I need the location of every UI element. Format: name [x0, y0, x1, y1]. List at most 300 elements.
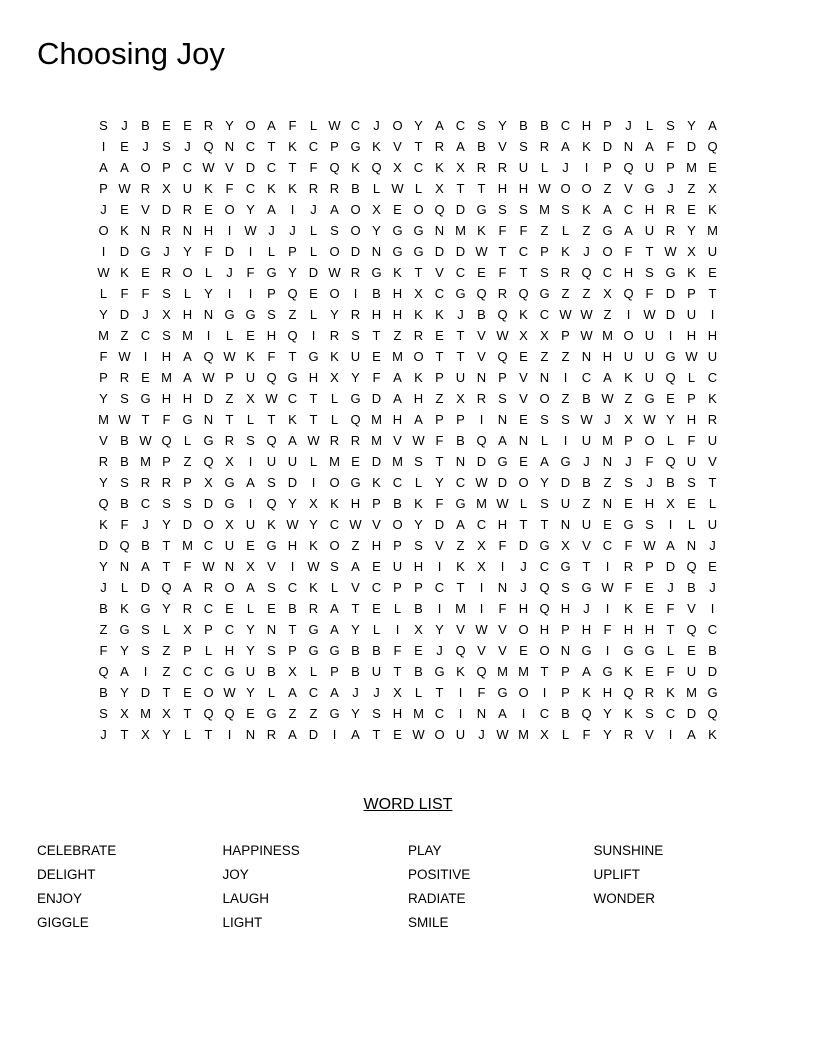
grid-letter: X	[225, 517, 234, 532]
grid-letter: X	[708, 181, 717, 196]
grid-letter: C	[560, 118, 571, 133]
grid-letter: K	[330, 496, 339, 511]
grid-letter: L	[330, 412, 339, 427]
grid-letter: H	[623, 622, 634, 637]
grid-letter: I	[563, 370, 568, 385]
grid-letter: C	[707, 370, 718, 385]
grid-letter: B	[99, 685, 108, 700]
grid-letter: U	[350, 349, 361, 364]
grid-letter: G	[434, 664, 445, 679]
grid-letter: K	[624, 370, 633, 385]
grid-letter: Y	[246, 685, 255, 700]
grid-letter: K	[288, 412, 297, 427]
grid-letter: L	[204, 265, 213, 280]
grid-letter: Q	[623, 160, 634, 175]
grid-letter: A	[330, 202, 339, 217]
grid-letter: Z	[561, 391, 570, 406]
grid-letter: P	[687, 286, 696, 301]
grid-letter: K	[372, 475, 381, 490]
grid-letter: M	[686, 160, 697, 175]
grid-letter: T	[414, 265, 423, 280]
grid-letter: T	[708, 286, 717, 301]
grid-letter: O	[98, 223, 109, 238]
grid-letter: C	[308, 685, 319, 700]
grid-letter: J	[142, 307, 149, 322]
grid-letter: V	[351, 580, 360, 595]
grid-letter: E	[393, 727, 402, 742]
grid-letter: W	[328, 265, 341, 280]
grid-letter: S	[645, 706, 654, 721]
grid-letter: U	[623, 349, 634, 364]
grid-letter: E	[687, 643, 696, 658]
grid-letter: J	[646, 475, 653, 490]
grid-letter: K	[708, 727, 717, 742]
grid-letter: W	[496, 727, 509, 742]
grid-letter: W	[538, 181, 551, 196]
grid-letter: S	[519, 139, 528, 154]
grid-letter: K	[204, 181, 213, 196]
grid-letter: R	[350, 307, 361, 322]
grid-letter: A	[393, 391, 402, 406]
grid-letter: T	[456, 328, 465, 343]
grid-letter: L	[372, 181, 381, 196]
grid-letter: W	[580, 412, 593, 427]
grid-letter: Z	[582, 496, 591, 511]
grid-letter: I	[311, 475, 316, 490]
grid-letter: O	[560, 181, 571, 196]
grid-letter: H	[707, 328, 718, 343]
grid-letter: N	[203, 307, 214, 322]
grid-letter: H	[623, 265, 634, 280]
grid-letter: N	[182, 223, 193, 238]
grid-letter: L	[414, 181, 423, 196]
grid-letter: C	[392, 475, 403, 490]
grid-letter: O	[623, 328, 634, 343]
grid-letter: R	[98, 454, 109, 469]
grid-letter: V	[477, 328, 486, 343]
grid-letter: E	[246, 706, 255, 721]
grid-letter: C	[287, 580, 298, 595]
grid-letter: J	[163, 244, 170, 259]
grid-letter: Y	[120, 685, 129, 700]
grid-letter: B	[414, 664, 423, 679]
grid-letter: K	[435, 160, 444, 175]
grid-letter: U	[686, 664, 697, 679]
grid-letter: D	[371, 454, 382, 469]
grid-letter: R	[476, 160, 487, 175]
grid-letter: A	[540, 454, 549, 469]
grid-letter: I	[248, 244, 253, 259]
grid-letter: V	[393, 433, 402, 448]
grid-letter: N	[476, 706, 487, 721]
grid-letter: N	[497, 580, 508, 595]
grid-letter: Y	[288, 496, 297, 511]
grid-letter: D	[686, 139, 697, 154]
grid-letter: T	[309, 412, 318, 427]
grid-letter: L	[393, 601, 402, 616]
grid-letter: C	[413, 160, 424, 175]
grid-letter: Z	[540, 349, 549, 364]
grid-letter: L	[267, 244, 276, 259]
grid-letter: B	[666, 475, 675, 490]
grid-letter: Y	[99, 307, 108, 322]
grid-letter: N	[371, 244, 382, 259]
grid-letter: D	[119, 307, 130, 322]
grid-letter: S	[477, 118, 486, 133]
grid-letter: C	[707, 622, 718, 637]
word-list	[37, 843, 781, 939]
grid-letter: J	[625, 454, 632, 469]
grid-letter: X	[246, 391, 255, 406]
grid-letter: E	[162, 118, 171, 133]
grid-letter: H	[602, 685, 613, 700]
grid-letter: O	[350, 202, 361, 217]
grid-letter: Q	[476, 286, 487, 301]
grid-letter: U	[224, 538, 235, 553]
grid-letter: P	[561, 685, 570, 700]
grid-letter: E	[141, 265, 150, 280]
grid-letter: M	[518, 727, 529, 742]
grid-letter: K	[456, 559, 465, 574]
grid-letter: W	[328, 118, 341, 133]
grid-letter: W	[286, 517, 299, 532]
grid-letter: H	[182, 391, 193, 406]
grid-letter: C	[203, 664, 214, 679]
grid-letter: R	[707, 412, 718, 427]
grid-letter: W	[223, 349, 236, 364]
grid-letter: H	[539, 622, 550, 637]
grid-letter: V	[141, 202, 150, 217]
grid-letter: I	[605, 601, 610, 616]
grid-letter: Y	[351, 370, 360, 385]
grid-letter: C	[455, 475, 466, 490]
grid-letter: V	[99, 433, 108, 448]
grid-letter: R	[665, 202, 676, 217]
grid-letter: Z	[561, 286, 570, 301]
grid-letter: R	[266, 727, 277, 742]
grid-letter: C	[602, 538, 613, 553]
grid-letter: G	[224, 664, 235, 679]
grid-letter: Z	[582, 223, 591, 238]
grid-letter: U	[392, 559, 403, 574]
grid-letter: X	[204, 475, 213, 490]
grid-letter: M	[602, 433, 613, 448]
grid-letter: N	[539, 370, 550, 385]
grid-letter: T	[456, 580, 465, 595]
grid-letter: U	[371, 664, 382, 679]
grid-letter: O	[518, 622, 529, 637]
grid-letter: L	[561, 223, 570, 238]
grid-letter: F	[498, 601, 507, 616]
grid-letter: K	[309, 538, 318, 553]
grid-letter: Y	[687, 118, 696, 133]
grid-letter: X	[414, 622, 423, 637]
grid-letter: C	[665, 706, 676, 721]
grid-letter: H	[392, 412, 403, 427]
grid-letter: G	[644, 181, 655, 196]
grid-letter: M	[182, 328, 193, 343]
grid-letter: G	[707, 685, 718, 700]
grid-letter: H	[518, 601, 529, 616]
grid-letter: T	[162, 685, 171, 700]
grid-letter: U	[644, 370, 655, 385]
grid-letter: E	[372, 601, 381, 616]
grid-letter: K	[372, 139, 381, 154]
grid-letter: H	[392, 307, 403, 322]
grid-letter: A	[456, 517, 465, 532]
grid-letter: A	[99, 160, 108, 175]
grid-letter: U	[581, 517, 592, 532]
grid-letter: H	[266, 328, 277, 343]
grid-letter: A	[414, 412, 423, 427]
grid-letter: X	[372, 202, 381, 217]
grid-letter: X	[666, 496, 675, 511]
grid-letter: A	[603, 202, 612, 217]
grid-letter: O	[245, 118, 256, 133]
grid-letter: X	[162, 706, 171, 721]
grid-letter: J	[100, 202, 107, 217]
grid-letter: C	[182, 160, 193, 175]
grid-letter: L	[120, 580, 129, 595]
grid-letter: H	[350, 496, 361, 511]
grid-letter: X	[435, 181, 444, 196]
grid-letter: W	[601, 391, 614, 406]
grid-letter: U	[581, 433, 592, 448]
grid-letter: K	[582, 202, 591, 217]
grid-letter: E	[246, 328, 255, 343]
grid-letter: Q	[350, 412, 361, 427]
grid-letter: U	[686, 307, 697, 322]
grid-letter: E	[120, 139, 129, 154]
grid-letter: N	[140, 223, 151, 238]
grid-letter: N	[602, 496, 613, 511]
grid-letter: L	[540, 433, 549, 448]
grid-letter: X	[183, 622, 192, 637]
grid-letter: W	[202, 370, 215, 385]
grid-letter: M	[455, 601, 466, 616]
grid-letter: P	[414, 580, 423, 595]
grid-letter: I	[227, 223, 232, 238]
grid-letter: D	[287, 475, 298, 490]
grid-letter: E	[477, 265, 486, 280]
grid-letter: M	[455, 223, 466, 238]
grid-letter: S	[540, 265, 549, 280]
grid-letter: Y	[99, 559, 108, 574]
grid-letter: W	[265, 391, 278, 406]
grid-letter: I	[206, 328, 211, 343]
grid-letter: Z	[351, 538, 360, 553]
grid-letter: E	[372, 349, 381, 364]
grid-letter: L	[183, 286, 192, 301]
grid-letter: F	[435, 496, 444, 511]
grid-letter: S	[561, 202, 570, 217]
word-list-item: POSITIVE	[408, 867, 471, 882]
grid-letter: T	[519, 517, 528, 532]
grid-letter: R	[350, 265, 361, 280]
grid-letter: H	[413, 391, 424, 406]
grid-letter: W	[307, 559, 320, 574]
grid-letter: P	[288, 244, 297, 259]
grid-letter: B	[519, 118, 528, 133]
grid-letter: P	[687, 391, 696, 406]
grid-letter: J	[604, 412, 611, 427]
grid-letter: J	[100, 580, 107, 595]
grid-letter: F	[666, 139, 675, 154]
grid-letter: T	[435, 685, 444, 700]
grid-letter: S	[99, 706, 108, 721]
grid-letter: A	[330, 601, 339, 616]
grid-letter: F	[393, 643, 402, 658]
word-list-item: HAPPINESS	[222, 843, 300, 858]
word-list-item: LIGHT	[222, 915, 263, 930]
grid-letter: N	[434, 223, 445, 238]
grid-letter: R	[161, 223, 172, 238]
grid-letter: Y	[309, 517, 318, 532]
grid-letter: F	[372, 370, 381, 385]
grid-letter: O	[224, 202, 235, 217]
grid-letter: R	[140, 181, 151, 196]
grid-letter: I	[521, 706, 526, 721]
grid-letter: X	[141, 727, 150, 742]
grid-letter: F	[120, 286, 129, 301]
grid-letter: V	[498, 643, 507, 658]
grid-letter: E	[519, 643, 528, 658]
grid-letter: Z	[540, 223, 549, 238]
grid-letter: A	[120, 160, 129, 175]
grid-letter: Y	[99, 475, 108, 490]
grid-letter: C	[140, 328, 151, 343]
grid-letter: R	[539, 139, 550, 154]
grid-letter: B	[582, 475, 591, 490]
grid-letter: E	[414, 643, 423, 658]
grid-letter: O	[329, 244, 340, 259]
grid-letter: L	[309, 664, 318, 679]
grid-letter: K	[687, 265, 696, 280]
grid-letter: W	[643, 307, 656, 322]
grid-letter: Z	[288, 706, 297, 721]
grid-letter: X	[393, 685, 402, 700]
grid-letter: C	[182, 664, 193, 679]
grid-letter: Y	[414, 118, 423, 133]
grid-letter: R	[161, 475, 172, 490]
grid-letter: T	[456, 181, 465, 196]
grid-letter: G	[476, 202, 487, 217]
grid-letter: H	[497, 181, 508, 196]
grid-letter: W	[664, 244, 677, 259]
grid-letter: L	[561, 727, 570, 742]
grid-letter: V	[372, 517, 381, 532]
grid-letter: S	[99, 118, 108, 133]
grid-letter: P	[645, 559, 654, 574]
grid-letter: W	[496, 328, 509, 343]
grid-letter: K	[708, 202, 717, 217]
grid-letter: P	[267, 286, 276, 301]
grid-letter: O	[539, 643, 550, 658]
grid-letter: U	[182, 181, 193, 196]
grid-letter: D	[371, 391, 382, 406]
grid-letter: A	[141, 559, 150, 574]
grid-letter: I	[479, 601, 484, 616]
grid-letter: S	[645, 265, 654, 280]
grid-letter: X	[120, 706, 129, 721]
grid-letter: U	[644, 160, 655, 175]
grid-letter: F	[519, 223, 528, 238]
grid-letter: M	[392, 349, 403, 364]
grid-letter: U	[455, 370, 466, 385]
grid-letter: Z	[99, 622, 108, 637]
grid-letter: D	[245, 160, 256, 175]
grid-letter: I	[710, 307, 715, 322]
grid-letter: K	[288, 181, 297, 196]
grid-letter: D	[665, 559, 676, 574]
grid-letter: Q	[455, 643, 466, 658]
grid-letter: M	[182, 538, 193, 553]
word-list-item: JOY	[222, 867, 249, 882]
grid-letter: S	[330, 559, 339, 574]
grid-letter: D	[140, 580, 151, 595]
grid-letter: P	[666, 160, 675, 175]
grid-letter: G	[392, 244, 403, 259]
grid-letter: Q	[287, 286, 298, 301]
grid-letter: U	[644, 349, 655, 364]
grid-letter: I	[332, 727, 337, 742]
grid-letter: O	[644, 433, 655, 448]
grid-letter: Q	[203, 706, 214, 721]
grid-letter: V	[687, 601, 696, 616]
grid-letter: S	[141, 622, 150, 637]
grid-letter: L	[666, 643, 675, 658]
grid-letter: O	[539, 391, 550, 406]
grid-letter: F	[246, 265, 255, 280]
grid-letter: Y	[183, 244, 192, 259]
grid-letter: G	[350, 391, 361, 406]
grid-letter: R	[329, 433, 340, 448]
grid-letter: F	[666, 601, 675, 616]
grid-letter: G	[602, 223, 613, 238]
grid-letter: Y	[204, 286, 213, 301]
grid-letter: Z	[624, 391, 633, 406]
grid-letter: T	[540, 664, 549, 679]
grid-letter: T	[414, 139, 423, 154]
grid-letter: B	[561, 706, 570, 721]
grid-letter: T	[372, 328, 381, 343]
grid-letter: S	[624, 475, 633, 490]
grid-letter: J	[100, 727, 107, 742]
grid-letter: H	[224, 643, 235, 658]
grid-letter: S	[267, 307, 276, 322]
grid-letter: A	[708, 118, 717, 133]
grid-letter: Y	[288, 265, 297, 280]
grid-letter: J	[457, 307, 464, 322]
grid-letter: J	[142, 517, 149, 532]
grid-letter: L	[267, 685, 276, 700]
grid-letter: F	[624, 244, 633, 259]
grid-letter: F	[624, 580, 633, 595]
grid-letter: R	[434, 139, 445, 154]
grid-letter: T	[435, 349, 444, 364]
grid-letter: D	[686, 706, 697, 721]
grid-letter: W	[643, 412, 656, 427]
grid-letter: P	[603, 118, 612, 133]
grid-letter: E	[183, 685, 192, 700]
grid-letter: V	[519, 370, 528, 385]
grid-letter: X	[162, 307, 171, 322]
grid-letter: C	[287, 391, 298, 406]
letter-grid	[93, 115, 723, 745]
grid-letter: U	[644, 223, 655, 238]
grid-letter: F	[603, 622, 612, 637]
grid-letter: G	[224, 475, 235, 490]
